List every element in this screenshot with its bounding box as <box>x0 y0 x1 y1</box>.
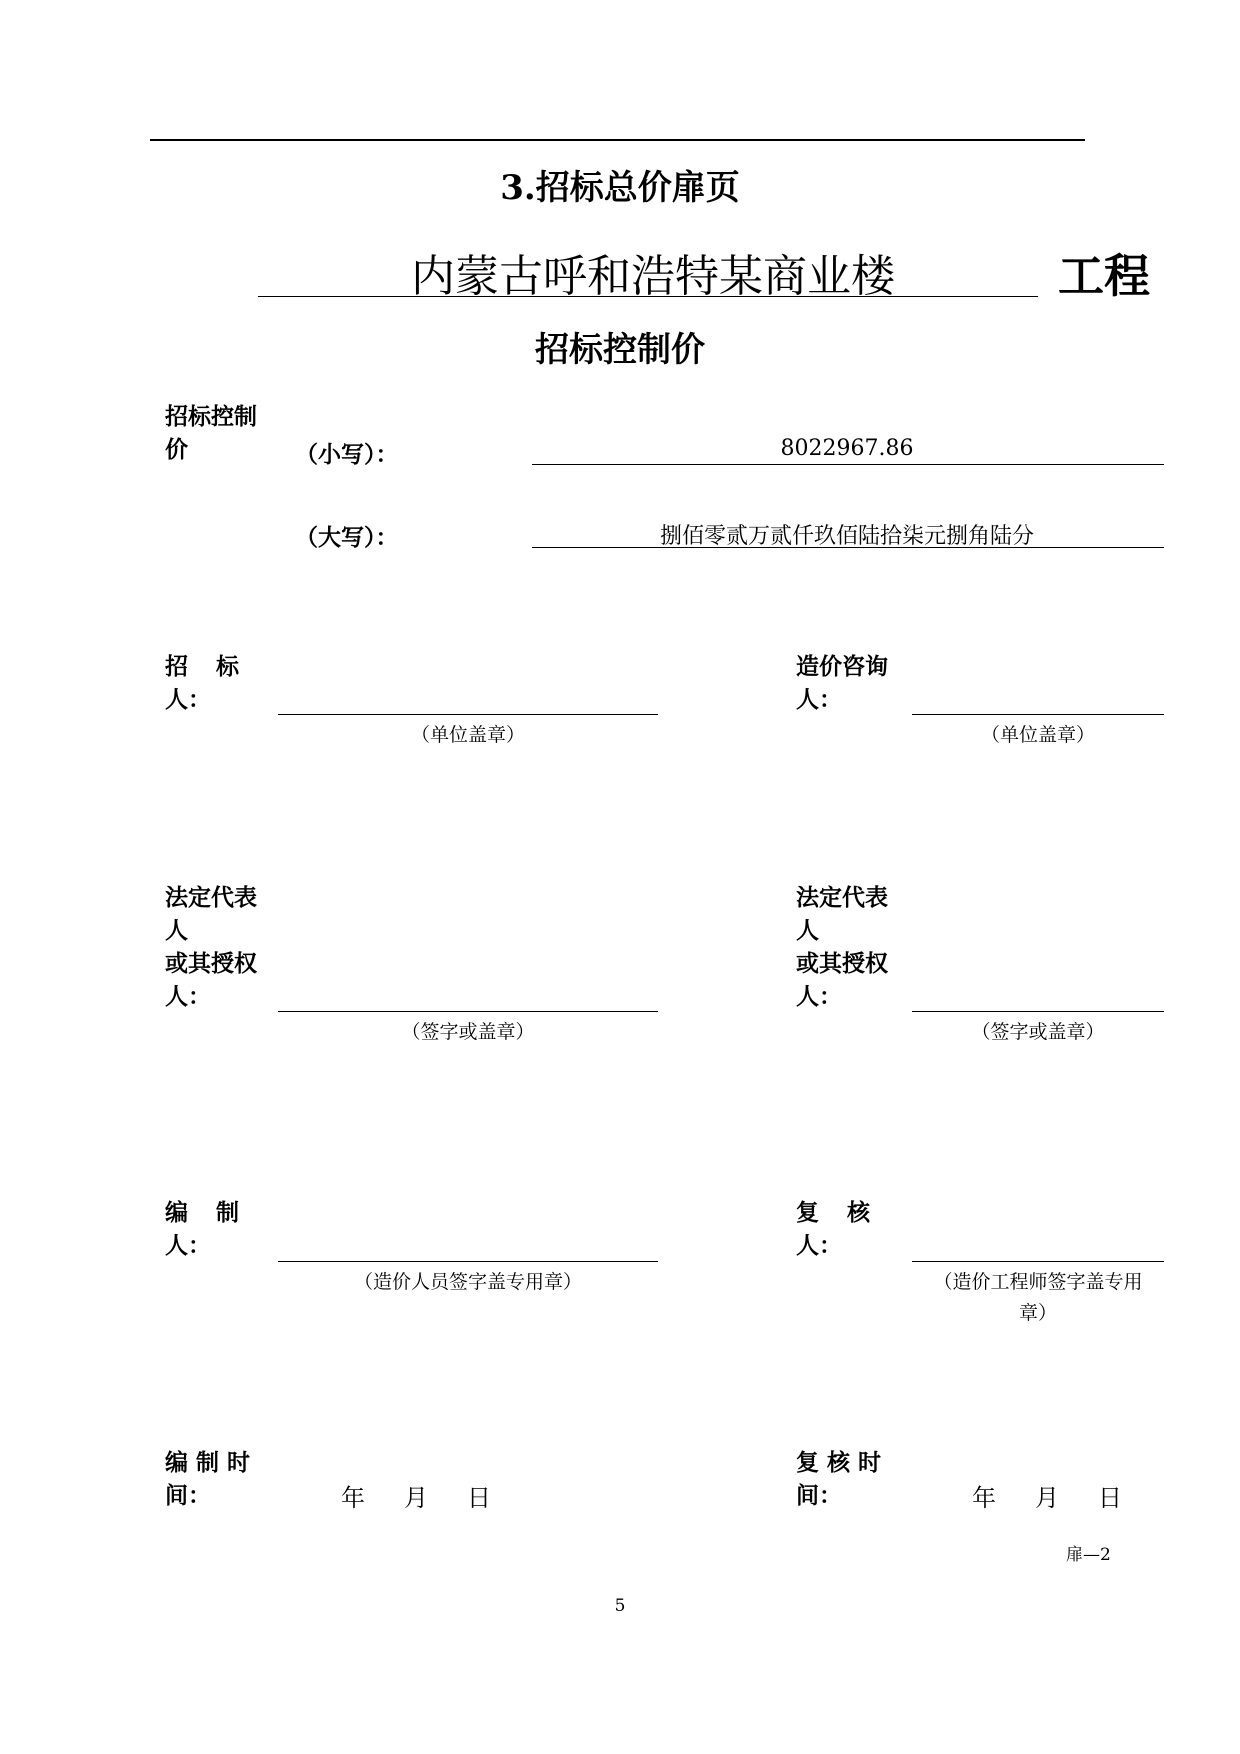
project-name: 内蒙古呼和浩特某商业楼 <box>411 251 895 302</box>
compiler-label-line2: 人： <box>165 1232 211 1259</box>
price-small-label: （小写）： <box>295 441 399 468</box>
compile-time-line1: 编 制 时 <box>165 1449 251 1476</box>
left-legal-rep-note: （签字或盖章） <box>401 1021 535 1043</box>
reviewer-note-line2: 章） <box>1018 1302 1057 1324</box>
compile-time-label <box>165 1446 250 1512</box>
right-legal-rep-note: （签字或盖章） <box>971 1021 1105 1043</box>
tenderer-note: （单位盖章） <box>410 724 525 746</box>
reviewer-label-char1: 复 <box>796 1199 819 1226</box>
compiler-label-char1: 编 <box>165 1199 188 1226</box>
page-reference: 扉—2 <box>1066 1545 1111 1565</box>
compiler-label <box>165 1196 239 1262</box>
left-legal-rep-line1: 法定代表 <box>165 884 257 911</box>
tenderer-label-line1 <box>165 650 239 683</box>
review-time-line2: 间： <box>796 1482 842 1509</box>
compile-time-line2: 间： <box>165 1482 211 1509</box>
reviewer-note <box>912 1267 1164 1329</box>
review-time-month: 月 <box>1035 1484 1059 1512</box>
reviewer-label-line2: 人： <box>796 1232 842 1259</box>
compiler-label-char2: 制 <box>216 1199 239 1226</box>
left-legal-rep-line2: 人 <box>165 917 188 944</box>
price-label-line1: 招标控制 <box>165 403 257 430</box>
tenderer-label-line2: 人： <box>165 686 211 713</box>
compile-time-year: 年 <box>341 1484 365 1512</box>
compile-time-day: 日 <box>467 1484 491 1512</box>
price-label-line2: 价 <box>165 436 188 463</box>
compiler-signature-line <box>278 1261 658 1262</box>
reviewer-label-line1 <box>796 1196 870 1229</box>
tenderer-label <box>165 650 239 716</box>
right-legal-rep-line4: 人： <box>796 983 842 1010</box>
price-big-underline <box>532 547 1164 548</box>
right-legal-rep-line3: 或其授权 <box>796 950 888 977</box>
page-number: 5 <box>614 1596 626 1616</box>
right-legal-rep-signature-line <box>912 1011 1164 1012</box>
review-time-line1: 复 核 时 <box>796 1449 882 1476</box>
consultant-label <box>796 650 888 716</box>
review-time-day: 日 <box>1098 1484 1122 1512</box>
reviewer-label <box>796 1196 870 1262</box>
price-big-value: 捌佰零贰万贰仟玖佰陆拾柒元捌角陆分 <box>659 524 1034 549</box>
project-suffix: 工程 <box>1058 249 1150 303</box>
tenderer-label-char2: 标 <box>216 653 239 680</box>
left-legal-rep-line3: 或其授权 <box>165 950 257 977</box>
top-rule <box>150 139 1085 141</box>
price-label <box>165 400 257 466</box>
reviewer-signature-line <box>912 1261 1164 1262</box>
compiler-label-line1 <box>165 1196 239 1229</box>
consultant-note: （单位盖章） <box>980 724 1095 746</box>
price-small-value: 8022967.86 <box>780 436 914 461</box>
review-time-year: 年 <box>972 1484 996 1512</box>
left-legal-rep-line4: 人： <box>165 983 211 1010</box>
left-legal-rep-signature-line <box>278 1011 658 1012</box>
tenderer-label-char1: 招 <box>165 653 188 680</box>
compiler-note: （造价人员签字盖专用章） <box>353 1271 582 1293</box>
right-legal-rep-line1: 法定代表 <box>796 884 888 911</box>
project-name-underline <box>258 296 1038 297</box>
tenderer-signature-line <box>278 714 658 715</box>
right-legal-rep-line2: 人 <box>796 917 819 944</box>
consultant-label-line1: 造价咨询 <box>796 653 888 680</box>
compile-time-month: 月 <box>404 1484 428 1512</box>
right-legal-rep-label <box>796 881 888 1013</box>
consultant-label-line2: 人： <box>796 686 842 713</box>
reviewer-note-line1: （造价工程师签字盖专用 <box>933 1271 1143 1293</box>
subtitle: 招标控制价 <box>535 330 705 370</box>
review-time-label <box>796 1446 881 1512</box>
price-small-underline <box>532 464 1164 465</box>
page-title: 3.招标总价扉页 <box>500 168 740 208</box>
price-big-label: （大写）： <box>295 524 399 551</box>
left-legal-rep-label <box>165 881 257 1013</box>
reviewer-label-char2: 核 <box>847 1199 870 1226</box>
consultant-signature-line <box>912 714 1164 715</box>
